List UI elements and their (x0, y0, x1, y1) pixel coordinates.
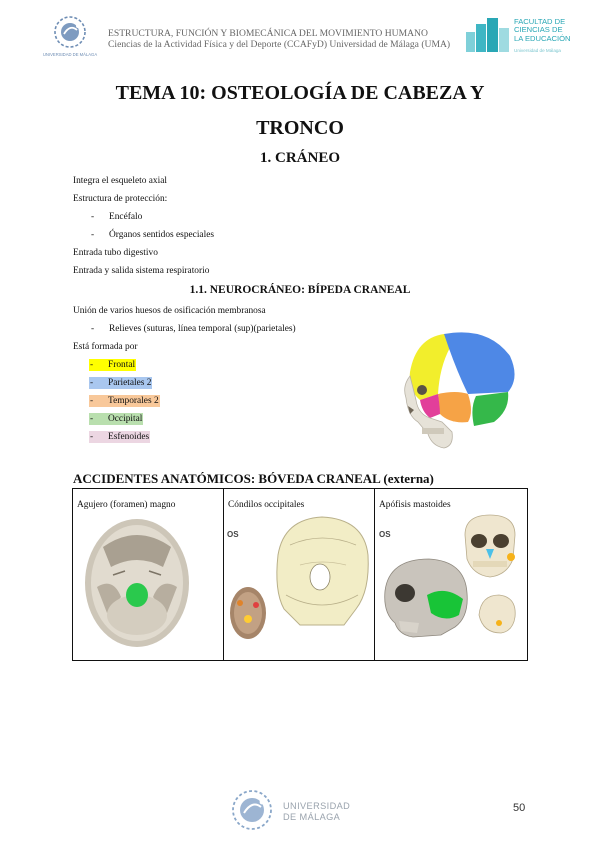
bullet-item: Órganos sentidos especiales (109, 230, 215, 240)
bone-esfenoides: - Esfenoides (90, 432, 150, 442)
text-line: Unión de varios huesos de osificación membranosa (73, 306, 266, 316)
skull-base-small-image (228, 585, 268, 641)
bullet-item: Relieves (suturas, línea temporal (sup)(parietales) (109, 324, 296, 334)
header-text (108, 28, 450, 50)
skull-base-image (83, 517, 197, 653)
table-cell-mastoides (375, 489, 526, 660)
section-heading-craneo: 1. CRÁNEO (259, 150, 340, 166)
skull-small-image (475, 593, 519, 637)
header-line-1: ESTRUCTURA, FUNCIÓN Y BIOMECÁNICA DEL MOVIMIENTO HUMANO (108, 28, 428, 39)
text-line: Está formada por (73, 342, 138, 352)
footer-university-name: UNIVERSIDAD DE MÁLAGA (283, 801, 351, 822)
image-text-os: OS (227, 530, 239, 539)
accidents-heading: ACCIDENTES ANATÓMICOS: BÓVEDA CRANEAL (externa) (73, 471, 434, 486)
faculty-blocks-icon (466, 18, 510, 52)
anatomy-table (72, 488, 528, 661)
table-cell-foramen-magno (73, 489, 224, 660)
text-line: Estructura de protección: (73, 194, 168, 204)
bone-temporales: - Temporales 2 (90, 396, 159, 406)
bullet-dash: - (91, 230, 95, 240)
cell-label: Apófisis mastoides (379, 500, 451, 510)
faculty-name: FACULTAD DE CIENCIAS DE LA EDUCACIÓN (514, 17, 571, 43)
text-line: Entrada tubo digestivo (73, 248, 158, 258)
skull-lateral-mastoid-image (379, 555, 473, 641)
image-text-os: OS (379, 530, 391, 539)
page-title-line-1: TEMA 10: OSTEOLOGÍA DE CABEZA Y (115, 82, 485, 104)
cell-label: Cóndilos occipitales (228, 500, 305, 510)
bullet-item: Encéfalo (109, 212, 143, 222)
text-line: Integra el esqueleto axial (73, 176, 167, 186)
university-logo-left (40, 14, 100, 60)
bone-parietales: - Parietales 2 (90, 378, 152, 388)
cell-label: Agujero (foramen) magno (77, 500, 176, 510)
faculty-logo (466, 18, 578, 58)
section-heading-neurocraneo: 1.1. NEUROCRÁNEO: BÍPEDA CRANEAL (189, 284, 411, 296)
uma-emblem-icon (228, 788, 278, 834)
table-cell-condilos (224, 489, 375, 660)
bullet-dash: - (91, 324, 95, 334)
page-number: 50 (513, 802, 526, 814)
text-line: Entrada y salida sistema respiratorio (73, 266, 210, 276)
page-title-line-2: TRONCO (256, 117, 344, 139)
faculty-university: Universidad de Málaga (514, 48, 561, 53)
colored-skull-image (398, 330, 518, 452)
left-logo-caption: UNIVERSIDAD DE MÁLAGA (42, 52, 98, 57)
bullet-dash: - (91, 212, 95, 222)
bone-occipital: - Occipital (90, 414, 143, 424)
bone-frontal: - Frontal (90, 360, 136, 370)
header-line-2: Ciencias de la Actividad Física y del Deporte (CCAFyD) Universidad de Málaga (UMA) (108, 39, 451, 50)
skull-vault-drawing (270, 515, 372, 635)
